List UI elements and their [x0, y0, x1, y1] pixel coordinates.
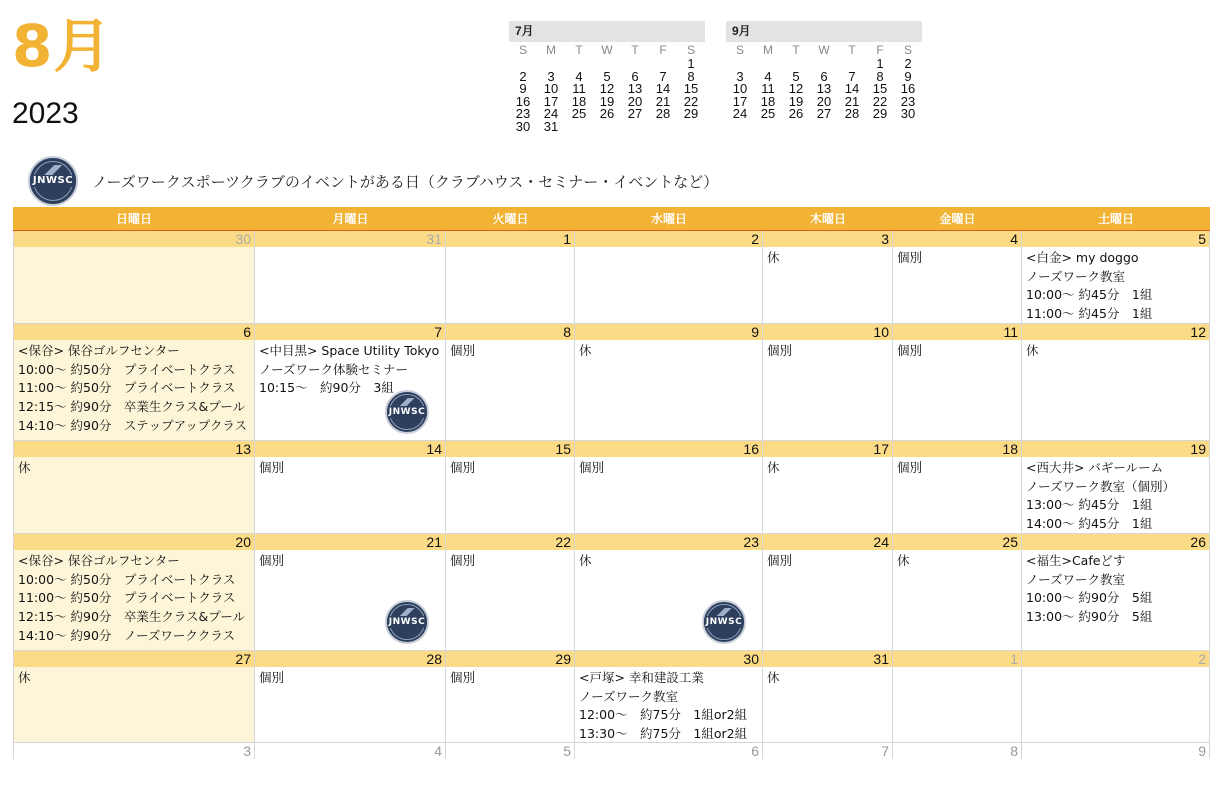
- day-cell[interactable]: [575, 651, 763, 743]
- mini-weekday-label: F: [876, 43, 884, 57]
- day-events: [1022, 667, 1209, 742]
- mini-day: 21: [844, 93, 860, 109]
- mini-day: 1: [687, 56, 695, 71]
- day-number: 7: [763, 743, 892, 759]
- event-line: 11:00～ 約45分 1組: [1026, 306, 1153, 322]
- day-number: 30: [575, 651, 762, 667]
- mini-day: 15: [683, 81, 699, 97]
- day-number: 13: [14, 441, 254, 457]
- day-number: 5: [446, 743, 574, 759]
- day-cell[interactable]: [13, 743, 255, 759]
- logo-text: JNWSC: [388, 617, 426, 628]
- day-events: [446, 550, 574, 650]
- event-line: 10:15～ 約90分 3組: [259, 380, 394, 396]
- mini-day: 3: [736, 68, 744, 84]
- day-cell[interactable]: [893, 651, 1022, 743]
- day-number: 31: [763, 651, 892, 667]
- day-cell[interactable]: [13, 231, 255, 324]
- weekday-label: 水曜日: [650, 212, 687, 226]
- event-line: 休: [579, 553, 592, 568]
- event-line: 個別: [767, 343, 793, 358]
- mini-calendar-september: [726, 21, 922, 134]
- month-calendar: [13, 207, 1210, 759]
- day-events: [14, 550, 254, 650]
- event-line: 11:00～ 約50分 プライベートクラス: [18, 590, 236, 606]
- day-events: [763, 457, 892, 533]
- day-events: [1022, 247, 1209, 323]
- mini-day: 30: [515, 118, 531, 134]
- mini-day: 7: [848, 68, 856, 84]
- day-cell[interactable]: [255, 231, 446, 324]
- legend: [28, 156, 718, 206]
- day-number: 2: [575, 231, 762, 247]
- jnwsc-logo-icon: [385, 390, 429, 434]
- day-events: [14, 457, 254, 533]
- day-cell[interactable]: [575, 441, 763, 534]
- day-events: [446, 340, 574, 440]
- day-events: [575, 667, 762, 742]
- day-cell[interactable]: [763, 534, 893, 651]
- mini-day: 27: [627, 106, 643, 122]
- event-line: 個別: [579, 460, 605, 475]
- mini-weekday-label: W: [818, 43, 830, 57]
- jnwsc-logo-icon: JNWSC: [28, 156, 78, 206]
- day-number: 26: [1022, 534, 1209, 550]
- mini-weekday-label: M: [546, 43, 556, 57]
- mini-day: 9: [904, 68, 912, 84]
- mini-day: 6: [631, 68, 639, 84]
- mini-day: 5: [603, 68, 611, 84]
- mini-day: [838, 121, 866, 134]
- day-number: 11: [893, 324, 1021, 340]
- mini-day: 8: [687, 68, 695, 84]
- logo-text: JNWSC: [388, 407, 426, 418]
- mini-day: 29: [683, 106, 699, 122]
- mini-day: 5: [792, 68, 800, 84]
- event-line: 14:10～ 約90分 ステップアップクラス: [18, 417, 248, 433]
- event-line: 個別: [767, 553, 793, 568]
- week-row: [13, 651, 1210, 743]
- day-number: 3: [14, 743, 254, 759]
- event-line: 休: [767, 670, 780, 685]
- mini-day: 18: [571, 93, 587, 109]
- mini-weekday-label: T: [631, 43, 639, 57]
- day-number: 8: [446, 324, 574, 340]
- event-line: ノーズワーク教室: [579, 688, 679, 704]
- mini-day: 17: [543, 93, 559, 109]
- mini-day: [894, 121, 922, 134]
- event-line: 個別: [897, 460, 923, 475]
- mini-weekday-label: S: [518, 43, 527, 57]
- day-number: 8: [893, 743, 1021, 759]
- day-cell[interactable]: [763, 743, 893, 759]
- mini-weekday-label: W: [601, 43, 613, 57]
- day-events: [893, 667, 1021, 742]
- mini-day: 4: [764, 68, 772, 84]
- day-cell[interactable]: [13, 651, 255, 743]
- day-cell[interactable]: [763, 441, 893, 534]
- mini-calendar-grid: [509, 42, 705, 134]
- event-line: 個別: [897, 343, 923, 358]
- day-cell[interactable]: [575, 743, 763, 759]
- day-events: [763, 340, 892, 440]
- day-number: 6: [575, 743, 762, 759]
- mini-day: 23: [515, 106, 531, 122]
- mini-day: 21: [655, 93, 671, 109]
- day-number: 31: [255, 231, 445, 247]
- weekday-label: 金曜日: [939, 212, 976, 226]
- event-line: 個別: [259, 460, 285, 475]
- mini-day: 1: [876, 56, 884, 71]
- mini-weekday-label: S: [903, 43, 912, 57]
- day-events: [1022, 457, 1209, 533]
- mini-weekday-label: F: [659, 43, 667, 57]
- event-line: 11:00～ 約50分 プライベートクラス: [18, 380, 236, 396]
- event-line: ノーズワーク体験セミナー: [259, 361, 409, 377]
- day-events: [763, 667, 892, 742]
- event-line: 個別: [450, 553, 476, 568]
- day-events: [14, 667, 254, 742]
- mini-day: 28: [655, 106, 671, 122]
- day-cell[interactable]: [446, 651, 575, 743]
- day-events: [763, 550, 892, 650]
- calendar-body: [13, 231, 1210, 759]
- day-cell[interactable]: [763, 651, 893, 743]
- day-cell[interactable]: [1022, 441, 1210, 534]
- mini-day: 28: [844, 106, 860, 122]
- event-line: <保谷> 保谷ゴルフセンター: [18, 343, 180, 358]
- event-line: <西大井> バギールーム: [1026, 460, 1164, 475]
- day-cell[interactable]: [1022, 743, 1210, 759]
- mini-day: 13: [816, 81, 832, 97]
- mini-weekday-label: M: [763, 43, 773, 57]
- day-events: [893, 550, 1021, 650]
- day-cell[interactable]: [893, 743, 1022, 759]
- day-number: 22: [446, 534, 574, 550]
- legend-text: ノーズワークスポーツクラブのイベントがある日（クラブハウス・セミナー・イベントなど）: [92, 172, 719, 191]
- day-events: [446, 457, 574, 533]
- day-cell[interactable]: [893, 534, 1022, 651]
- day-cell[interactable]: [763, 324, 893, 441]
- mini-day: 3: [547, 68, 555, 84]
- day-cell[interactable]: [13, 441, 255, 534]
- day-number: 19: [1022, 441, 1209, 457]
- event-line: 休: [18, 670, 31, 685]
- mini-day: 12: [788, 81, 804, 97]
- day-events: [14, 340, 254, 440]
- day-events: [1022, 550, 1209, 650]
- mini-day: 15: [872, 81, 888, 97]
- day-number: 23: [575, 534, 762, 550]
- mini-day: 31: [543, 118, 559, 134]
- day-cell[interactable]: [255, 743, 446, 759]
- day-number: 7: [255, 324, 445, 340]
- day-cell[interactable]: [13, 534, 255, 651]
- mini-day: 25: [760, 106, 776, 122]
- day-events: [446, 247, 574, 323]
- event-line: 10:00～ 約45分 1組: [1026, 287, 1153, 303]
- day-cell[interactable]: [893, 231, 1022, 324]
- day-number: 21: [255, 534, 445, 550]
- year-title: 2023: [12, 97, 79, 130]
- event-line: 12:15～ 約90分 卒業生クラス&プール: [18, 399, 246, 415]
- day-number: 9: [1022, 743, 1209, 759]
- mini-weekday-label: S: [686, 43, 695, 57]
- weekday-label: 月曜日: [332, 212, 369, 226]
- day-number: 5: [1022, 231, 1209, 247]
- mini-day: 11: [761, 81, 775, 97]
- day-events: [446, 667, 574, 742]
- day-cell[interactable]: [255, 441, 446, 534]
- day-number: 1: [893, 651, 1021, 667]
- event-line: 休: [579, 343, 592, 358]
- weekday-label: 火曜日: [492, 212, 529, 226]
- day-number: 1: [446, 231, 574, 247]
- day-events: [893, 457, 1021, 533]
- day-number: 16: [575, 441, 762, 457]
- mini-day: 22: [872, 93, 888, 109]
- event-line: 12:00～ 約75分 1組or2組: [579, 707, 748, 723]
- mini-day: 24: [732, 106, 748, 122]
- mini-day: 16: [515, 93, 531, 109]
- event-line: 10:00～ 約90分 5組: [1026, 590, 1153, 606]
- event-line: 個別: [450, 670, 476, 685]
- day-cell[interactable]: [446, 534, 575, 651]
- event-line: 休: [897, 553, 910, 568]
- event-line: 14:10～ 約90分 ノーズワーククラス: [18, 627, 236, 643]
- logo-text: JNWSC: [705, 617, 743, 628]
- mini-day: 29: [872, 106, 888, 122]
- event-line: ノーズワーク教室: [1026, 268, 1126, 284]
- mini-day: [649, 121, 677, 134]
- event-line: 10:00～ 約50分 プライベートクラス: [18, 571, 236, 587]
- week-row: [13, 534, 1210, 651]
- event-line: 個別: [259, 553, 285, 568]
- day-cell[interactable]: [1022, 231, 1210, 324]
- event-line: 13:00～ 約45分 1組: [1026, 497, 1153, 513]
- mini-day: 27: [816, 106, 832, 122]
- mini-day: [866, 121, 894, 134]
- mini-day: 23: [900, 93, 916, 109]
- day-events: [255, 457, 445, 533]
- mini-day: 19: [788, 93, 804, 109]
- event-line: 個別: [450, 460, 476, 475]
- day-number: 30: [14, 231, 254, 247]
- day-cell[interactable]: [1022, 324, 1210, 441]
- day-number: 12: [1022, 324, 1209, 340]
- event-line: <福生>Cafeどす: [1026, 553, 1126, 568]
- weekday-label: 日曜日: [115, 212, 152, 226]
- mini-day: 13: [627, 81, 643, 97]
- mini-weekday-label: T: [848, 43, 856, 57]
- day-number: 27: [14, 651, 254, 667]
- mini-day: 16: [900, 81, 916, 97]
- day-number: 25: [893, 534, 1021, 550]
- week-row: [13, 231, 1210, 324]
- day-number: 6: [14, 324, 254, 340]
- day-events: [255, 247, 445, 323]
- day-cell[interactable]: [255, 324, 446, 441]
- day-number: 28: [255, 651, 445, 667]
- day-events: [893, 340, 1021, 440]
- event-line: 12:15～ 約90分 卒業生クラス&プール: [18, 609, 246, 625]
- day-cell[interactable]: [575, 324, 763, 441]
- mini-day: [726, 121, 754, 134]
- day-events: [575, 247, 762, 323]
- mini-day: [782, 121, 810, 134]
- mini-day: [621, 121, 649, 134]
- weekday-label: 土曜日: [1097, 212, 1134, 226]
- mini-day: 11: [572, 81, 586, 97]
- day-cell[interactable]: [893, 324, 1022, 441]
- mini-weekday-label: T: [575, 43, 583, 57]
- day-cell[interactable]: [446, 324, 575, 441]
- mini-day: 18: [760, 93, 776, 109]
- day-events: [575, 340, 762, 440]
- day-number: 4: [255, 743, 445, 759]
- day-number: 29: [446, 651, 574, 667]
- mini-weekday-label: T: [792, 43, 800, 57]
- day-number: 10: [763, 324, 892, 340]
- day-number: 4: [893, 231, 1021, 247]
- day-number: 17: [763, 441, 892, 457]
- day-events: [893, 247, 1021, 323]
- mini-day: [677, 121, 705, 134]
- mini-day: 8: [876, 68, 884, 84]
- day-cell[interactable]: [893, 441, 1022, 534]
- event-line: 休: [767, 460, 780, 475]
- day-cell[interactable]: [763, 231, 893, 324]
- mini-day: [593, 121, 621, 134]
- event-line: 休: [18, 460, 31, 475]
- weekday-label: 木曜日: [809, 212, 846, 226]
- event-line: <中目黒> Space Utility Tokyo: [259, 343, 440, 358]
- jnwsc-logo-icon: [385, 600, 429, 644]
- mini-day: 14: [844, 81, 860, 97]
- day-cell[interactable]: [1022, 651, 1210, 743]
- mini-day: 14: [655, 81, 671, 97]
- mini-day: 20: [816, 93, 832, 109]
- event-line: 個別: [897, 250, 923, 265]
- day-number: 20: [14, 534, 254, 550]
- weekday-header: [13, 207, 1210, 231]
- mini-day: 2: [904, 56, 912, 71]
- day-events: [763, 247, 892, 323]
- day-number: 18: [893, 441, 1021, 457]
- mini-weekday-label: S: [735, 43, 744, 57]
- event-line: 13:00～ 約90分 5組: [1026, 609, 1153, 625]
- week-row: [13, 324, 1210, 441]
- week-row: [13, 743, 1210, 759]
- day-cell[interactable]: [575, 231, 763, 324]
- mini-day: 6: [820, 68, 828, 84]
- week-row: [13, 441, 1210, 534]
- event-line: 個別: [259, 670, 285, 685]
- event-line: 13:30～ 約75分 1組or2組: [579, 726, 748, 742]
- mini-day: 20: [627, 93, 643, 109]
- event-line: ノーズワーク教室: [1026, 571, 1126, 587]
- mini-day: 25: [571, 106, 587, 122]
- event-line: 休: [767, 250, 780, 265]
- mini-calendar-grid: [726, 42, 922, 134]
- mini-day: 17: [732, 93, 748, 109]
- jnwsc-logo-icon: [702, 600, 746, 644]
- day-cell[interactable]: [575, 534, 763, 651]
- day-cell[interactable]: [255, 651, 446, 743]
- day-number: 2: [1022, 651, 1209, 667]
- month-title: 8月: [12, 12, 113, 80]
- day-number: 14: [255, 441, 445, 457]
- event-line: <保谷> 保谷ゴルフセンター: [18, 553, 180, 568]
- event-line: <白金> my doggo: [1026, 250, 1139, 265]
- day-number: 15: [446, 441, 574, 457]
- mini-day: [754, 121, 782, 134]
- mini-day: 2: [519, 68, 527, 84]
- day-cell[interactable]: [446, 743, 575, 759]
- day-number: 3: [763, 231, 892, 247]
- mini-day: 4: [575, 68, 583, 84]
- event-line: 10:00～ 約50分 プライベートクラス: [18, 361, 236, 377]
- event-line: ノーズワーク教室（個別）: [1026, 478, 1176, 494]
- mini-day: [810, 121, 838, 134]
- day-number: 24: [763, 534, 892, 550]
- day-events: [255, 667, 445, 742]
- mini-day: 22: [683, 93, 699, 109]
- event-line: 休: [1026, 343, 1039, 358]
- mini-day: 10: [732, 81, 748, 97]
- day-cell[interactable]: [446, 231, 575, 324]
- day-events: [575, 457, 762, 533]
- mini-day: 26: [599, 106, 615, 122]
- mini-day: 30: [900, 106, 916, 122]
- event-line: 個別: [450, 343, 476, 358]
- mini-calendar-july: [509, 21, 705, 134]
- day-number: 9: [575, 324, 762, 340]
- mini-day: 12: [599, 81, 615, 97]
- mini-day: 9: [519, 81, 527, 97]
- day-events: [14, 247, 254, 323]
- mini-day: [565, 121, 593, 134]
- mini-day: 19: [599, 93, 615, 109]
- mini-calendar-title: 7月: [509, 21, 705, 42]
- day-cell[interactable]: [1022, 534, 1210, 651]
- mini-day: 26: [788, 106, 804, 122]
- day-events: [1022, 340, 1209, 440]
- mini-calendar-title: 9月: [726, 21, 922, 42]
- event-line: 14:00～ 約45分 1組: [1026, 516, 1153, 532]
- mini-day: 10: [543, 81, 559, 97]
- day-cell[interactable]: [446, 441, 575, 534]
- mini-day: 7: [659, 68, 667, 84]
- event-line: <戸塚> 幸和建設工業: [579, 670, 704, 685]
- day-cell[interactable]: [255, 534, 446, 651]
- mini-day: 24: [543, 106, 559, 122]
- day-cell[interactable]: [13, 324, 255, 441]
